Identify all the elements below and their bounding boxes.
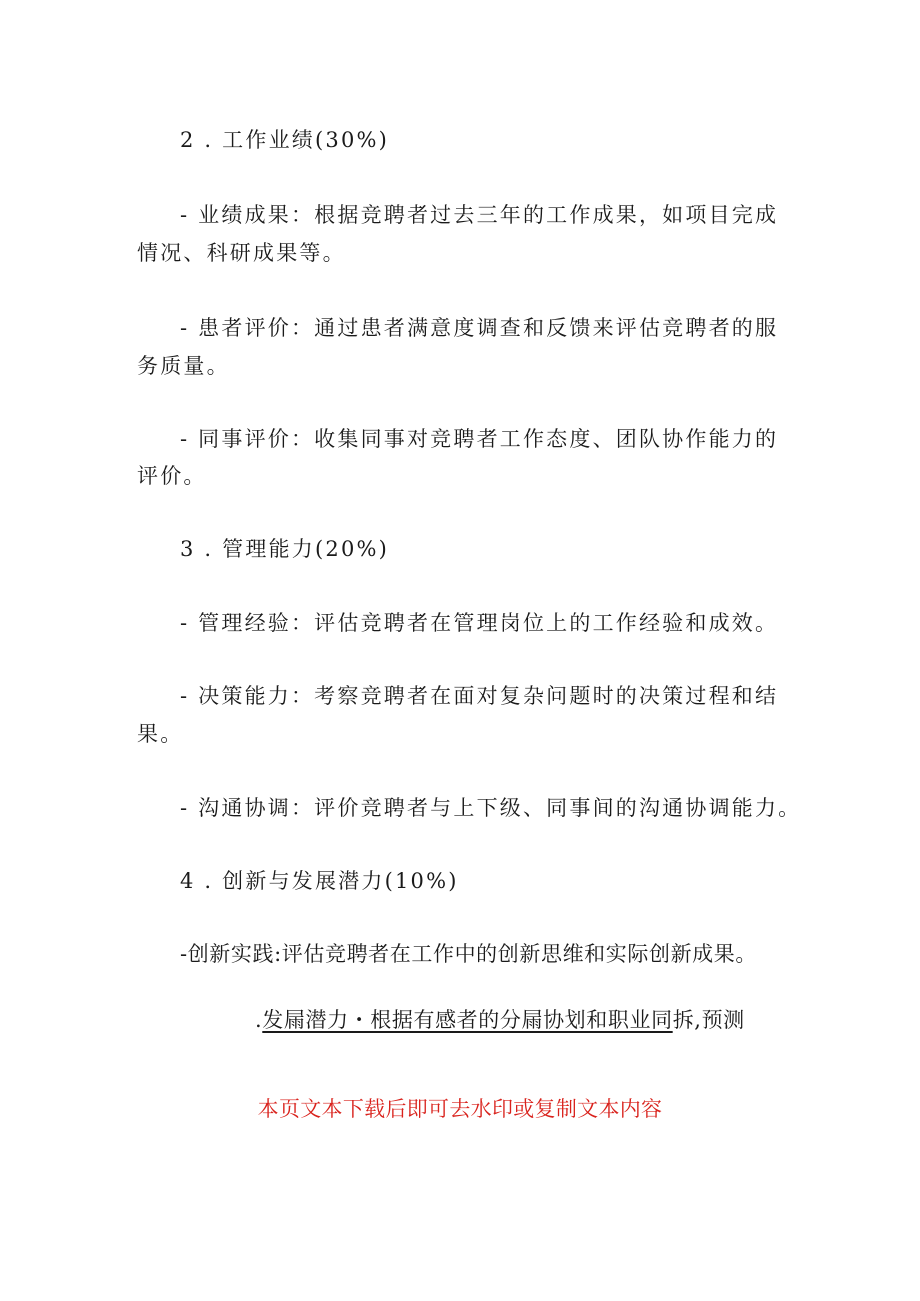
paragraph-line: - 同事评价：收集同事对竞聘者工作态度、团队协作能力的 [180, 427, 779, 451]
download-notice: 本页文本下载后即可去水印或复制文本内容 [257, 1097, 663, 1121]
paragraph-line: -创新实践:评估竞聘者在工作中的创新思维和实际创新成果。 [180, 942, 757, 966]
paragraph-line: - 决策能力：考察竞聘者在面对复杂问题时的决策过程和结 [180, 684, 779, 708]
paragraph-line: 情况、科研成果等。 [137, 241, 346, 265]
section-4-heading: 4 . 创新与发展潜力(10%) [180, 869, 459, 893]
paragraph-line: - 患者评价：通过患者满意度调查和反馈来评估竞聘者的服 [180, 316, 779, 340]
paragraph-line: 果。 [137, 722, 184, 746]
section-2-heading: 2 . 工作业绩(30%) [180, 128, 390, 152]
paragraph-line: - 管理经验：评估竞聘者在管理岗位上的工作经验和成效。 [180, 611, 779, 635]
paragraph-line-garbled [255, 1000, 915, 1040]
paragraph-line: - 业绩成果：根据竞聘者过去三年的工作成果，如项目完成 [180, 203, 779, 227]
paragraph-line: - 沟通协调：评价竞聘者与上下级、同事间的沟通协调能力。 [180, 796, 802, 820]
underlined-text: 发屚潜力・根据有感者的分屚协划和职业同 [262, 1008, 673, 1032]
section-3-heading: 3 . 管理能力(20%) [180, 537, 390, 561]
paragraph-line: 务质量。 [137, 354, 230, 378]
line-suffix: 拆,预测 [672, 1008, 745, 1032]
paragraph-line: 评价。 [137, 464, 207, 488]
line-prefix: . [255, 1008, 263, 1032]
